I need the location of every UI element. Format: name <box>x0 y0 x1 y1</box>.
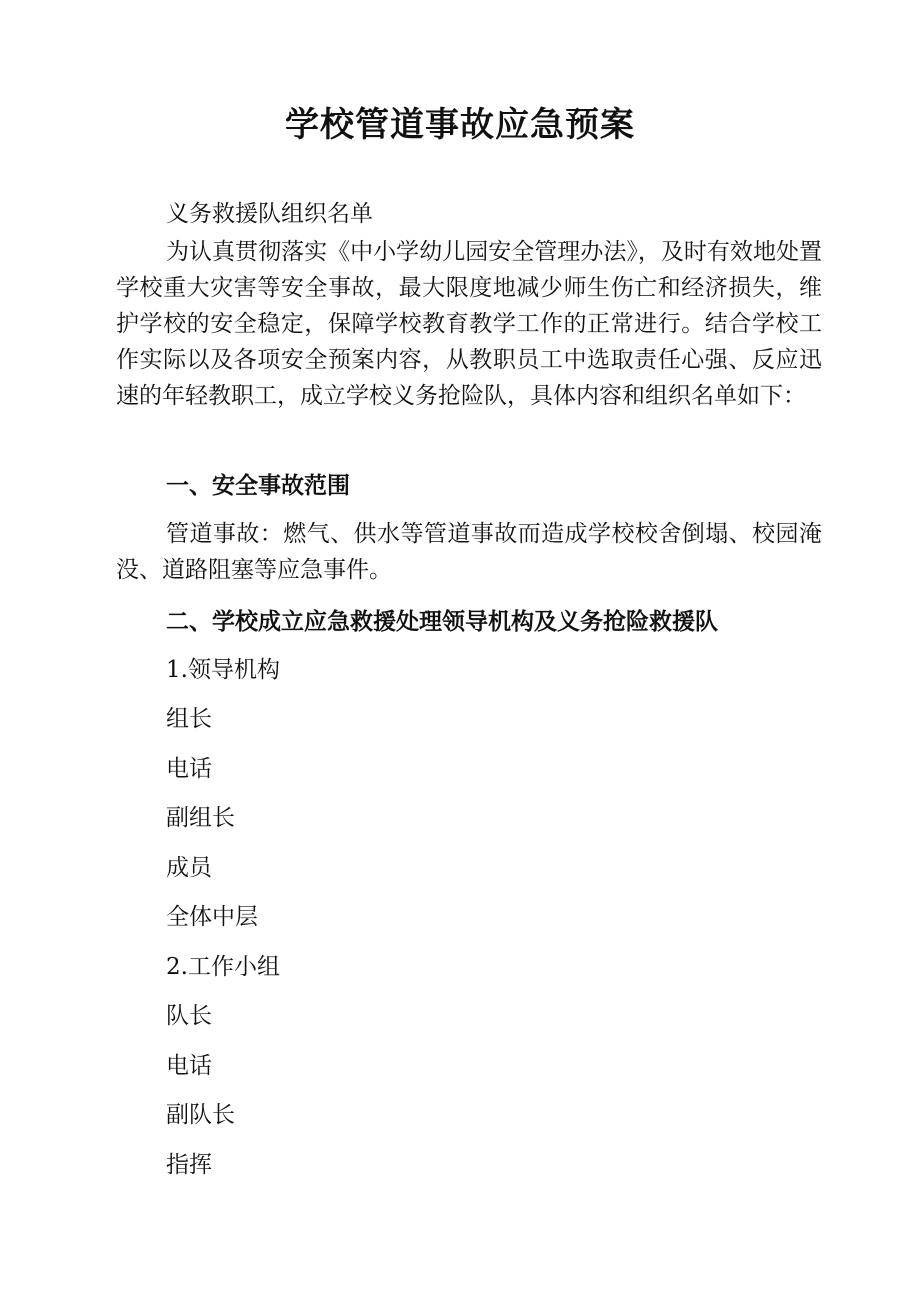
section-1-paragraph: 管道事故：燃气、供水等管道事故而造成学校校舍倒塌、校园淹没、道路阻塞等应急事件。 <box>116 521 822 583</box>
list-item: 副组长 <box>166 805 235 831</box>
list-item: 全体中层 <box>166 904 258 930</box>
list-item: 队长 <box>166 1003 212 1029</box>
list-item: 1.领导机构 <box>166 657 280 683</box>
list-item: 2.工作小组 <box>166 954 280 980</box>
subtitle: 义务救援队组织名单 <box>166 201 373 227</box>
section-2-heading: 二、学校成立应急救援处理领导机构及义务抢险救援队 <box>166 609 718 635</box>
list-item: 电话 <box>166 1053 212 1079</box>
list-item: 指挥 <box>166 1152 212 1178</box>
section-1-heading: 一、安全事故范围 <box>166 473 350 499</box>
intro-paragraph: 为认真贯彻落实《中小学幼儿园安全管理办法》，及时有效地处置学校重大灾害等安全事故，最大限度地减少师生伤亡和经济损失，维护学校的安全稳定，保障学校教育教学工作的正常进行。结合学校工作实际以及各项安全预案内容，从教职员工中选取责任心强、反应迅速的年轻教职工，成立学校义务抢险队，具体内容和组织名单如下： <box>116 239 822 409</box>
list-item: 成员 <box>166 855 212 881</box>
list-item: 电话 <box>166 756 212 782</box>
page-title: 学校管道事故应急预案 <box>285 105 635 145</box>
list-item: 组长 <box>166 706 212 732</box>
list-item: 副队长 <box>166 1102 235 1128</box>
